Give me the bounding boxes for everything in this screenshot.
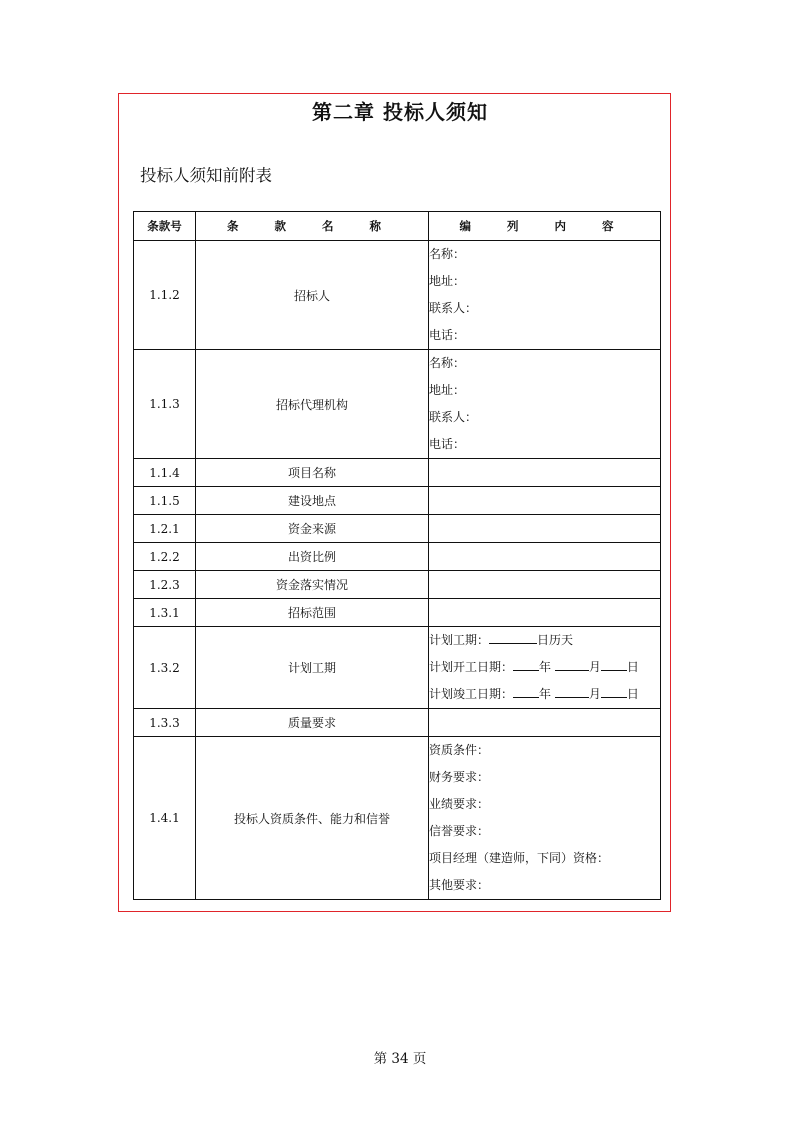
clause-content — [429, 487, 661, 515]
clause-name: 资金来源 — [196, 515, 429, 543]
clause-number: 1.1.4 — [134, 459, 196, 487]
year-unit: 年 — [539, 687, 552, 701]
month-blank[interactable] — [555, 682, 589, 698]
table-row — [134, 487, 661, 515]
clause-name: 质量要求 — [196, 709, 429, 737]
table-row — [134, 515, 661, 543]
day-unit: 日 — [626, 660, 639, 674]
period-blank[interactable] — [489, 628, 537, 644]
clause-number: 1.1.5 — [134, 487, 196, 515]
clause-name: 投标人资质条件、能力和信誉 — [196, 737, 429, 900]
clause-number: 1.2.2 — [134, 543, 196, 571]
header-clause-name: 条 款 名 称 — [196, 212, 429, 241]
start-date-label: 计划开工日期： — [429, 660, 514, 674]
clause-content — [429, 599, 661, 627]
content-line: 业绩要求： — [429, 797, 490, 811]
year-blank[interactable] — [513, 682, 539, 698]
clause-name: 招标范围 — [196, 599, 429, 627]
table-row — [134, 571, 661, 599]
day-blank[interactable] — [601, 655, 627, 671]
period-unit: 日历天 — [537, 633, 574, 647]
clause-name: 资金落实情况 — [196, 571, 429, 599]
bid-instructions-table — [133, 211, 661, 900]
content-line: 联系人： — [429, 301, 478, 315]
clause-content — [429, 515, 661, 543]
year-unit: 年 — [539, 660, 552, 674]
clause-name: 项目名称 — [196, 459, 429, 487]
year-blank[interactable] — [513, 655, 539, 671]
clause-number: 1.2.1 — [134, 515, 196, 543]
content-line: 项目经理（建造师，下同）资格： — [429, 851, 610, 865]
content-line: 电话： — [429, 328, 466, 342]
table-header-row — [134, 212, 661, 241]
clause-number: 1.3.2 — [134, 627, 196, 709]
content-line: 财务要求： — [429, 770, 490, 784]
clause-number: 1.1.2 — [134, 241, 196, 350]
finish-date-line — [429, 681, 660, 708]
content-line: 地址： — [429, 274, 466, 288]
clause-content — [429, 571, 661, 599]
planned-period-line — [429, 627, 660, 654]
content-line: 地址： — [429, 383, 466, 397]
table-row — [134, 737, 661, 900]
month-unit: 月 — [588, 660, 601, 674]
table-row — [134, 709, 661, 737]
header-clause-number: 条款号 — [134, 212, 196, 241]
clause-name: 计划工期 — [196, 627, 429, 709]
table-row — [134, 543, 661, 571]
month-unit: 月 — [588, 687, 601, 701]
page-number: 第 34 页 — [373, 1051, 427, 1067]
content-line: 联系人： — [429, 410, 478, 424]
clause-number: 1.4.1 — [134, 737, 196, 900]
table-row — [134, 241, 661, 350]
clause-content — [429, 737, 661, 900]
clause-content — [429, 627, 661, 709]
clause-content — [429, 241, 661, 350]
clause-name: 建设地点 — [196, 487, 429, 515]
table-row — [134, 350, 661, 459]
day-unit: 日 — [626, 687, 639, 701]
content-line: 名称： — [429, 356, 466, 370]
clause-content — [429, 709, 661, 737]
content-line: 信誉要求： — [429, 824, 490, 838]
month-blank[interactable] — [555, 655, 589, 671]
clause-content — [429, 350, 661, 459]
clause-name: 招标代理机构 — [196, 350, 429, 459]
clause-number: 1.1.3 — [134, 350, 196, 459]
content-line: 名称： — [429, 247, 466, 261]
clause-number: 1.2.3 — [134, 571, 196, 599]
table-title: 投标人须知前附表 — [140, 166, 272, 185]
table-row — [134, 627, 661, 709]
table-row — [134, 459, 661, 487]
start-date-line — [429, 654, 660, 681]
table-row — [134, 599, 661, 627]
clause-content — [429, 459, 661, 487]
clause-name: 招标人 — [196, 241, 429, 350]
clause-number: 1.3.3 — [134, 709, 196, 737]
header-content: 编 列 内 容 — [429, 212, 661, 241]
planned-period-label: 计划工期： — [429, 633, 490, 647]
clause-name: 出资比例 — [196, 543, 429, 571]
clause-number: 1.3.1 — [134, 599, 196, 627]
content-line: 其他要求： — [429, 878, 490, 892]
content-line: 资质条件： — [429, 743, 490, 757]
chapter-title: 第二章 投标人须知 — [312, 100, 488, 124]
finish-date-label: 计划竣工日期： — [429, 687, 514, 701]
clause-content — [429, 543, 661, 571]
day-blank[interactable] — [601, 682, 627, 698]
content-line: 电话： — [429, 437, 466, 451]
